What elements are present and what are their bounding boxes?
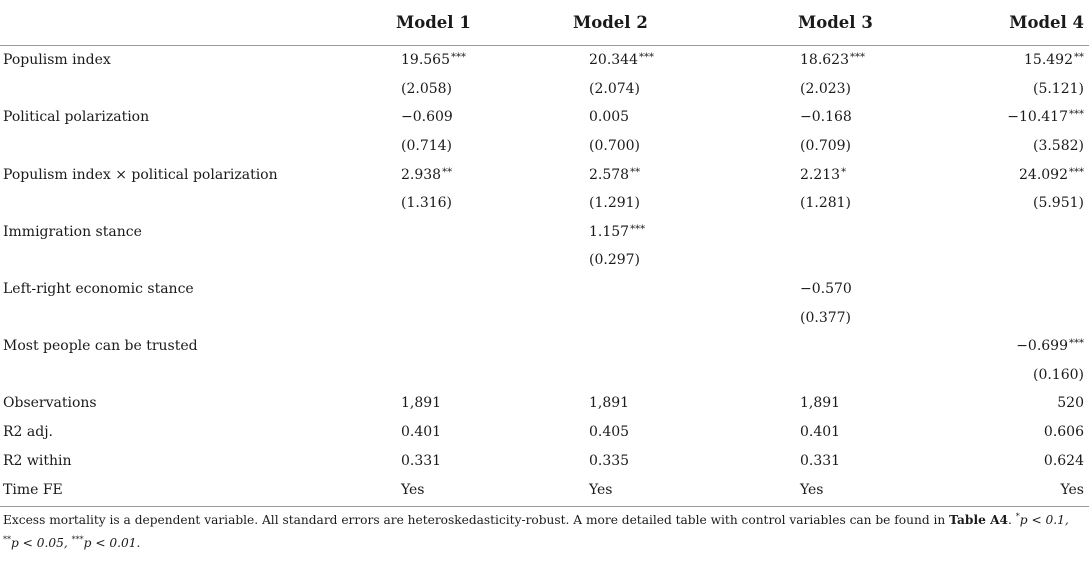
cell-model-4 [930, 103, 1089, 132]
cell-model-2 [510, 132, 718, 161]
table-row [0, 446, 1089, 475]
footnote-sig1-text: p < 0.1, [1019, 513, 1069, 528]
cell-model-2 [510, 303, 718, 332]
cell-value: 15.492 [1024, 52, 1073, 69]
cell-value: (3.582) [1032, 138, 1084, 155]
footnote-sig3-star: *** [71, 535, 84, 545]
row-label: Immigration stance [3, 223, 142, 240]
cell-value: 0.624 [1043, 452, 1084, 469]
significance-stars: *** [850, 52, 865, 64]
row-label: Left-right economic stance [3, 281, 194, 298]
cell-model-1 [340, 475, 510, 507]
cell-model-4 [930, 75, 1089, 104]
cell-value: 0.331 [800, 452, 841, 469]
cell-value: Yes [800, 482, 824, 499]
cell-model-2 [510, 418, 718, 447]
cell-model-1 [340, 446, 510, 475]
cell-model-1 [340, 75, 510, 104]
significance-stars: *** [1069, 166, 1084, 178]
cell-model-2 [510, 189, 718, 218]
cell-model-3 [718, 475, 930, 507]
cell-value: (0.377) [800, 309, 852, 326]
cell-model-3 [718, 132, 930, 161]
cell-model-1 [340, 275, 510, 304]
header-model-1: Model 1 [340, 0, 510, 46]
row-label: Most people can be trusted [3, 338, 198, 355]
cell-value: 2.938 [401, 166, 442, 183]
cell-model-3 [718, 46, 930, 75]
cell-model-2 [510, 275, 718, 304]
table-header-row [0, 0, 1089, 46]
cell-model-1 [340, 189, 510, 218]
cell-value: 24.092 [1019, 166, 1068, 183]
cell-model-1 [340, 418, 510, 447]
table-row [0, 160, 1089, 189]
footnote-table-ref[interactable]: Table A4 [949, 513, 1009, 528]
row-label [0, 189, 340, 218]
cell-model-2 [510, 475, 718, 507]
footnote-sig1-star: * [1015, 512, 1020, 521]
cell-model-2 [510, 446, 718, 475]
cell-model-4 [930, 160, 1089, 189]
cell-value: 2.213 [800, 166, 841, 183]
cell-model-4 [930, 475, 1089, 507]
table-body [0, 46, 1089, 507]
cell-value: 1,891 [800, 395, 841, 412]
cell-model-1 [340, 46, 510, 75]
row-label: Populism index [0, 46, 340, 75]
cell-value: 0.405 [589, 424, 630, 441]
table-row [0, 332, 1089, 361]
table-row [0, 189, 1089, 218]
row-label [0, 361, 340, 390]
cell-value: −0.609 [401, 109, 453, 126]
cell-model-2 [510, 361, 718, 390]
cell-value: 0.606 [1043, 424, 1084, 441]
cell-model-1 [340, 103, 510, 132]
footnote-after-ref: . [1008, 513, 1016, 528]
cell-model-1 [340, 332, 510, 361]
row-label: R2 adj. [3, 424, 53, 441]
table-row [0, 418, 1089, 447]
row-label [0, 75, 340, 104]
row-label: Populism index × political polarization [3, 166, 278, 183]
cell-model-3 [718, 246, 930, 275]
cell-model-1 [340, 389, 510, 418]
cell-model-4 [930, 446, 1089, 475]
footnote-text: Excess mortality is a dependent variable. All standard errors are heteroskedasticity-robust. A more detailed table with control variables can be found in [3, 513, 950, 528]
cell-value: Yes [589, 482, 613, 499]
header-model-4: Model 4 [930, 0, 1089, 46]
table-row [0, 275, 1089, 304]
cell-model-4 [930, 275, 1089, 304]
cell-value: 1,891 [401, 395, 442, 412]
cell-model-4 [930, 303, 1089, 332]
cell-model-4 [930, 218, 1089, 247]
cell-model-2 [510, 246, 718, 275]
cell-value: 0.401 [800, 424, 841, 441]
cell-model-2 [510, 332, 718, 361]
header-model-2: Model 2 [510, 0, 718, 46]
row-label [0, 246, 340, 275]
table-row [0, 218, 1089, 247]
table-row [0, 303, 1089, 332]
cell-model-4 [930, 418, 1089, 447]
cell-model-4 [930, 246, 1089, 275]
cell-model-2 [510, 160, 718, 189]
significance-stars: *** [630, 223, 646, 235]
cell-model-4 [930, 332, 1089, 361]
row-label: R2 within [3, 452, 72, 469]
cell-value: (1.316) [401, 195, 453, 212]
significance-stars: *** [1069, 109, 1084, 121]
table-row [0, 46, 1089, 75]
table-row [0, 103, 1089, 132]
cell-value: 2.578 [589, 166, 630, 183]
cell-model-1 [340, 132, 510, 161]
cell-model-3 [718, 303, 930, 332]
cell-model-3 [718, 332, 930, 361]
significance-stars: ** [1074, 52, 1084, 64]
footnote-sig3-text: p < 0.01. [83, 536, 141, 551]
cell-value: 0.335 [589, 452, 630, 469]
cell-value: (5.121) [1032, 80, 1084, 97]
row-label: Time FE [0, 475, 340, 507]
table-row [0, 246, 1089, 275]
cell-model-1 [340, 361, 510, 390]
cell-model-3 [718, 189, 930, 218]
cell-value: (0.700) [589, 138, 641, 155]
cell-value: 20.344 [589, 52, 638, 69]
cell-value: (2.023) [800, 80, 852, 97]
cell-value: 1.157 [589, 223, 630, 240]
cell-value: (0.714) [401, 138, 453, 155]
significance-stars: *** [451, 52, 466, 64]
cell-value: −0.699 [1016, 338, 1068, 355]
cell-model-3 [718, 418, 930, 447]
cell-value: (0.297) [589, 252, 641, 269]
cell-model-3 [718, 160, 930, 189]
cell-value: (1.281) [800, 195, 852, 212]
cell-model-2 [510, 103, 718, 132]
cell-value: 18.623 [800, 52, 849, 69]
cell-model-3 [718, 389, 930, 418]
cell-value: 0.331 [401, 452, 442, 469]
cell-model-1 [340, 303, 510, 332]
cell-value: −0.570 [800, 281, 852, 298]
row-label: Political polarization [3, 109, 150, 126]
footnote-sig2-star: ** [3, 535, 11, 545]
cell-model-2 [510, 218, 718, 247]
cell-model-4 [930, 389, 1089, 418]
cell-model-2 [510, 46, 718, 75]
cell-model-2 [510, 389, 718, 418]
cell-value: 19.565 [401, 52, 450, 69]
cell-model-3 [718, 275, 930, 304]
cell-model-3 [718, 446, 930, 475]
cell-value: (2.058) [401, 80, 453, 97]
row-label [0, 132, 340, 161]
significance-stars: ** [442, 166, 453, 178]
cell-value: 1,891 [589, 395, 630, 412]
header-model-3: Model 3 [718, 0, 930, 46]
table-row [0, 361, 1089, 390]
row-label: Observations [3, 395, 97, 412]
cell-value: −10.417 [1007, 109, 1068, 126]
cell-value: 520 [1057, 395, 1084, 412]
cell-model-3 [718, 103, 930, 132]
footnote-sig2-text: p < 0.05, [11, 536, 72, 551]
cell-model-4 [930, 189, 1089, 218]
significance-stars: ** [630, 166, 641, 178]
cell-value: (2.074) [589, 80, 641, 97]
table-row [0, 75, 1089, 104]
cell-value: 0.005 [589, 109, 630, 126]
cell-model-1 [340, 246, 510, 275]
cell-model-3 [718, 75, 930, 104]
header-label [0, 0, 340, 46]
cell-model-4 [930, 361, 1089, 390]
cell-value: (0.709) [800, 138, 852, 155]
cell-value: (0.160) [1032, 366, 1084, 383]
cell-model-3 [718, 361, 930, 390]
table-row [0, 132, 1089, 161]
significance-stars: * [841, 166, 847, 178]
significance-stars: *** [639, 52, 654, 64]
significance-stars: *** [1069, 338, 1084, 350]
cell-value: −0.168 [800, 109, 852, 126]
cell-model-3 [718, 218, 930, 247]
cell-model-1 [340, 218, 510, 247]
row-label [0, 303, 340, 332]
cell-value: (1.291) [589, 195, 641, 212]
table-row [0, 389, 1089, 418]
table-footnote [3, 507, 1085, 553]
cell-model-2 [510, 75, 718, 104]
cell-model-1 [340, 160, 510, 189]
cell-model-4 [930, 46, 1089, 75]
cell-value: 0.401 [401, 424, 442, 441]
cell-value: (5.951) [1032, 195, 1084, 212]
cell-value: Yes [401, 482, 425, 499]
cell-model-4 [930, 132, 1089, 161]
table-row [0, 475, 1089, 507]
cell-value: Yes [1060, 482, 1084, 499]
